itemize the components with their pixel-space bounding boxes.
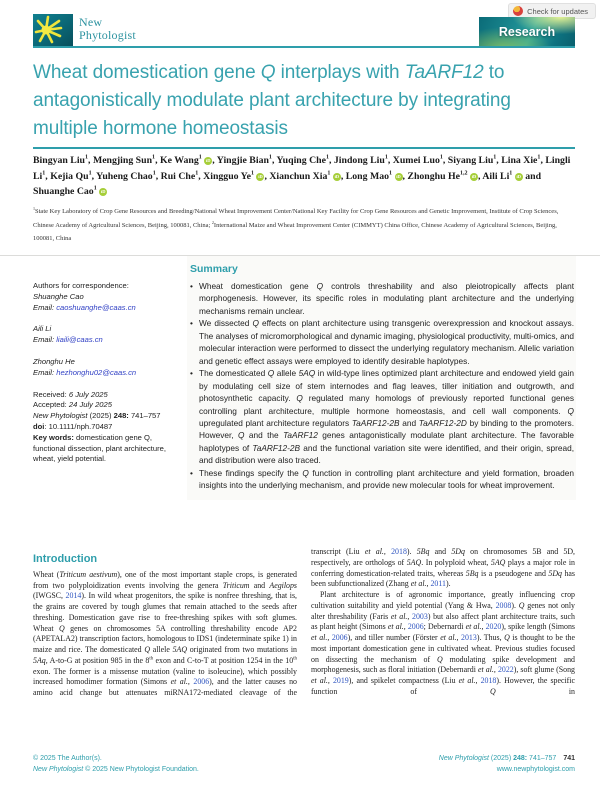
email-label: Email:	[33, 302, 55, 312]
citation-link[interactable]: 2006	[407, 622, 424, 632]
styled-text: 1	[250, 170, 254, 177]
summary-bullet: • We dissected Q effects on plant architecture using transgenic overexpression and knockout assays. The analyses of micromorphological and dynamic imaging, physiological productivity, multi-omics, and molecular interaction were performed to dissect the underlying regulatory mechanism. Allelic variation and genetic effect assays were employed to identify desirable haplotypes.	[190, 317, 574, 367]
styled-text: 1	[537, 154, 541, 161]
citation-link[interactable]: 2006	[193, 677, 210, 687]
citation-link[interactable]: 2014	[65, 591, 82, 601]
styled-text: Q	[302, 467, 309, 478]
styled-text: 1	[93, 185, 97, 192]
received-date: 6 July 2025	[68, 389, 108, 399]
accepted-label: Accepted:	[33, 400, 67, 410]
styled-text: et al.	[440, 633, 457, 642]
styled-text: th	[293, 656, 297, 662]
styled-text: TaARF12	[283, 430, 318, 441]
journal-name-line2: Phytologist	[79, 28, 136, 42]
styled-text: 5AQ	[298, 368, 316, 379]
styled-text: 5Aq	[33, 655, 46, 665]
styled-text: 1	[327, 170, 331, 177]
orcid-icon[interactable]: iD	[516, 173, 522, 179]
styled-text: 1	[33, 205, 36, 211]
correspondent	[33, 357, 183, 379]
summary-list	[190, 280, 574, 492]
styled-text: doi	[33, 421, 45, 431]
styled-text: 1	[152, 170, 156, 177]
intro-left-column	[33, 540, 297, 755]
styled-text: 5Bq	[465, 568, 479, 578]
styled-text: 248:	[513, 755, 528, 762]
article-dates	[33, 390, 183, 412]
citation-link[interactable]: 2022	[497, 665, 514, 675]
styled-text: et al.	[387, 622, 404, 632]
orcid-icon[interactable]: iD	[396, 173, 401, 179]
styled-text: 248:	[113, 411, 129, 421]
doi[interactable]: doi: 10.1111/nph.70487	[33, 421, 113, 431]
copyright-line: © 2025 The Author(s).	[33, 755, 102, 762]
styled-text: 1	[325, 154, 329, 161]
intro-paragraph: transcript (Liu et al., 2018). 5Bq and 5Dq on chromosomes 5B and 5D, respectively, are orthologs of 5AQ. In polyploid wheat, 5AQ plays a major role in conferring domestication-related traits, whereas 5Bq is a pseudogene and 5Dq has been subfunctionalized (Zhang et al., 2011).	[311, 547, 575, 589]
check-for-updates-label: Check for updates	[527, 6, 588, 16]
styled-text: et al.	[311, 633, 328, 642]
orcid-icon[interactable]: iD	[258, 173, 263, 179]
styled-text: et al.	[410, 579, 427, 589]
styled-text: 5AQ	[406, 557, 422, 567]
styled-text: 2	[211, 219, 214, 225]
journal-url[interactable]: www.newphytologist.com	[496, 765, 575, 773]
styled-text: Q	[267, 368, 275, 379]
new-phytologist-logo-icon	[33, 14, 73, 46]
correspondent-name: Zhonghu He	[33, 356, 75, 366]
styled-text: Triticum	[222, 580, 250, 590]
styled-text: TaARF12	[404, 62, 484, 83]
styled-text: 1	[198, 154, 202, 161]
correspondence-label: Authors for correspondence:	[33, 281, 129, 290]
styled-text: Aegilops	[269, 580, 298, 590]
styled-text: et al.	[458, 676, 476, 685]
citation-link[interactable]: 2013	[461, 633, 477, 642]
citation-link[interactable]: 2011	[430, 579, 446, 589]
styled-text: 1	[152, 154, 156, 161]
styled-text: et al.	[477, 665, 494, 675]
correspondent	[33, 324, 183, 346]
styled-text: 5Dq	[451, 547, 465, 556]
introduction-section	[33, 540, 575, 755]
citation-link[interactable]: 2018	[480, 676, 497, 685]
correspondence-email[interactable]: hezhonghu02@caas.cn	[56, 367, 137, 377]
page-footer	[33, 754, 575, 775]
footer-right	[439, 754, 575, 775]
styled-text: 1	[88, 170, 92, 177]
summary-heading: Summary	[190, 263, 238, 275]
journal-name	[79, 16, 136, 42]
styled-text: 1	[85, 154, 89, 161]
styled-text: Q	[59, 623, 65, 633]
article-title: Wheat domestication gene Q interplays with TaARF12 to antagonistically modulate plant architecture by integrating multiple hormone homeostasis	[33, 62, 511, 139]
styled-text: New Phytologist	[33, 765, 84, 773]
email-label: Email:	[33, 335, 55, 345]
styled-text: Q	[144, 645, 151, 654]
styled-text: et al.	[311, 676, 328, 685]
styled-text: 1	[439, 154, 443, 161]
research-badge	[479, 17, 575, 46]
styled-text: New Phytologist	[438, 755, 489, 762]
citation-link[interactable]: 2006	[331, 633, 348, 642]
correspondent-name: Aili Li	[33, 324, 52, 334]
footer-left	[33, 754, 199, 775]
styled-text: 1	[42, 170, 46, 177]
styled-text: 1,2	[459, 170, 468, 177]
correspondence-email[interactable]: caoshuanghe@caas.cn	[56, 302, 136, 312]
footer-citation: New Phytologist (2025) 248: 741–757 741	[438, 755, 575, 762]
orcid-icon[interactable]: iD	[205, 158, 211, 163]
introduction-heading: Introduction	[33, 553, 98, 565]
styled-text: New Phytologist	[33, 411, 88, 421]
foundation-line: New Phytologist © 2025 New Phytologist Foundation.	[33, 765, 199, 773]
intro-paragraph: Plant architecture is of agronomic importance, greatly influencing crop cultivation suitability and yield potential (Yang & Hwa, 2008). Q genes not only alter threshability (Faris et al., 2003) but also affect plant architecture traits, such as plant height (Simons et al., 2006; Debernardi et al., 2020), spike length (Simons et al., 2006), and tiller number (Förster et al., 2013). Thus, Q is thought to be the most important domestication gene in cultivated wheat. Previous studies focused on dissecting the mechanism of Q modulating spike development and morphogenesis, such as floral initiation (Debernardi et al., 2022), soft glume (Song et al., 2019), and spikelet compactness (Liu et al., 2018). However, the specific function of Q in	[311, 590, 575, 696]
styled-text: et al.	[170, 677, 188, 687]
citation-link[interactable]: 2003	[412, 611, 428, 621]
styled-text: Q	[238, 430, 245, 441]
correspondent-name: Shuanghe Cao	[33, 291, 84, 301]
styled-text: Q	[490, 686, 496, 696]
citation-link[interactable]: 2008	[495, 600, 512, 610]
styled-text: Q	[316, 281, 324, 291]
styled-text: Q	[437, 654, 443, 664]
styled-text: 1	[389, 170, 393, 177]
header-divider	[33, 46, 575, 48]
styled-text: Q	[504, 633, 510, 642]
styled-text: 5Bq	[416, 547, 430, 556]
orcid-icon[interactable]: iD	[334, 173, 340, 179]
styled-text: 1	[384, 154, 388, 161]
citation-link[interactable]: 2019	[332, 676, 349, 685]
styled-text: 5AQ	[490, 557, 506, 567]
summary-box	[187, 256, 576, 500]
styled-text: TaARF12-2D	[418, 417, 467, 428]
summary-bullet: • Wheat domestication gene Q controls threshability and also pleiotropically affects plant morphogenesis. However, its specific roles in modulating plant architecture and the underlying mechanisms remain unclear.	[190, 280, 574, 317]
summary-bullet: • These findings specify the Q function in controlling plant architecture and yield formation, broaden insights into the underlying mechanism, and provide new molecular tools for wheat improvement.	[190, 467, 574, 492]
journal-citation: New Phytologist (2025) 248: 741–757	[33, 411, 161, 421]
keywords: Key words: domestication gene Q, functional dissection, plant architecture, wheat, yield potential.	[33, 432, 166, 464]
styled-text: et al.	[364, 547, 384, 556]
styled-text: th	[149, 656, 154, 662]
page-number: 741	[563, 755, 575, 762]
title-divider	[33, 147, 575, 149]
styled-text: Key words:	[33, 432, 74, 442]
styled-text: TaARF12-2B	[252, 442, 301, 453]
orcid-icon[interactable]: iD	[100, 189, 106, 194]
email-label: Email:	[33, 367, 55, 377]
intro-right-column	[311, 540, 575, 755]
styled-text: Q	[252, 318, 259, 329]
styled-text: 5AQ	[172, 645, 188, 654]
correspondent	[33, 292, 183, 314]
intro-paragraph: Wheat (Triticum aestivum), one of the most important staple crops, is generated from two polyploidization events involving the genera Triticum and Aegilops (IWGSC, 2014). In wild wheat progenitors, the spike is nonfree threshing, that is, the grains are covered by tough glumes that remain attached to the seeds after threshing. Domestication gave rise to free-threshing spikes with soft glumes. Wheat Q genes on chromosomes 5A controlling threshability encode AP2 (APETALA2) transcription factors, homologous to IDS1 (indeterminate spike 1) in maize and rice. The domesticated Q allele 5AQ originated from two mutations in 5Aq, A-to-G at position 985 in the 8th exon and C-to-T at position 1254 in the 10th exon. The former is a missense mutation (valine to isoleucine), which possibly increased homodimer formation (Simons et al., 2006), and the latter causes no amino acid change but attenuates miRNA172-mediated cleavage of the	[33, 569, 298, 697]
citation-link[interactable]: 2018	[391, 547, 407, 556]
accepted-date: 24 July 2025	[68, 400, 112, 410]
summary-bullet: • The domesticated Q allele 5AQ in wild-type lines optimized plant architecture and endowed yield gain by modulating cell size of stem internodes and flag leaves, tiller initiation and outgrowth, and photosynthetic capacity. Q regulated many homologs of previously reported functional genes controlling plant architecture, multiple hormone homeostasis, and cell wall components. Q upregulated plant architecture regulators TaARF12-2B and TaARF12-2D by binding to the promoters. However, Q and the TaARF12 genes antagonistically modulate plant architecture. The favorable haplotypes of TaARF12-2B and the functional variation site were identified, and their origin, spread, and distribution were also traced.	[190, 367, 574, 467]
styled-text: 1	[195, 170, 199, 177]
citation-link[interactable]: 2020	[485, 622, 502, 632]
styled-text: Q	[567, 405, 574, 416]
styled-text: 1	[509, 170, 513, 177]
styled-text: Q	[518, 600, 525, 610]
styled-text: 1	[268, 154, 272, 161]
styled-text: Q	[260, 62, 276, 83]
author-list: Bingyan Liu$^1$, Mengjing Sun$^1$, Ke Wang$^1$ iD , Yingjie Bian$^1$, Yuqing Che$^1$, Jindong Liu$^1$, Xumei Luo$^1$, Siyang Liu$^1$, Lina Xie$^1$, Lingli Li$^1$, Kejia Qu$^1$, Yuheng Chao$^1$, Rui Che$^1$, Xingguo Ye$^1$ iD , Xianchun Xia$^1$ iD , Long Mao$^1$ iD , Zhonghu He$^{1,2}$ iD , Aili Li$^1$ iD and Shuanghe Cao$^1$ iD	[33, 154, 571, 197]
correspondence-email[interactable]: liaili@caas.cn	[56, 335, 103, 345]
journal-name-line1: New	[79, 15, 103, 29]
affiliations: $^1$State Key Laboratory of Crop Gene Resources and Breeding/National Wheat Improvement Center/National Key Facility for Crop Gene Resources and Genetic Improvement, Institute of Crop Sciences, Chinese Academy of Agricultural Sciences, Beijing, 100081, China; $^2$International Maize and Wheat Improvement Center (CIMMYT) China Office, Chinese Academy of Agricultural Sciences, Beijing, 100081, China	[33, 205, 559, 242]
styled-text: et al.	[390, 611, 408, 621]
article-info-sidebar	[33, 281, 183, 465]
received-label: Received:	[33, 389, 67, 399]
styled-text: TaARF12-2B	[351, 417, 400, 428]
styled-text: Q	[296, 393, 303, 404]
styled-text: 5Dq	[548, 568, 562, 578]
masthead	[33, 14, 575, 47]
styled-text: Triticum aestivum	[59, 569, 118, 579]
styled-text: et al.	[465, 622, 482, 632]
orcid-icon[interactable]: iD	[471, 173, 477, 179]
styled-text: 1	[493, 154, 497, 161]
research-badge-label: Research	[498, 24, 556, 39]
